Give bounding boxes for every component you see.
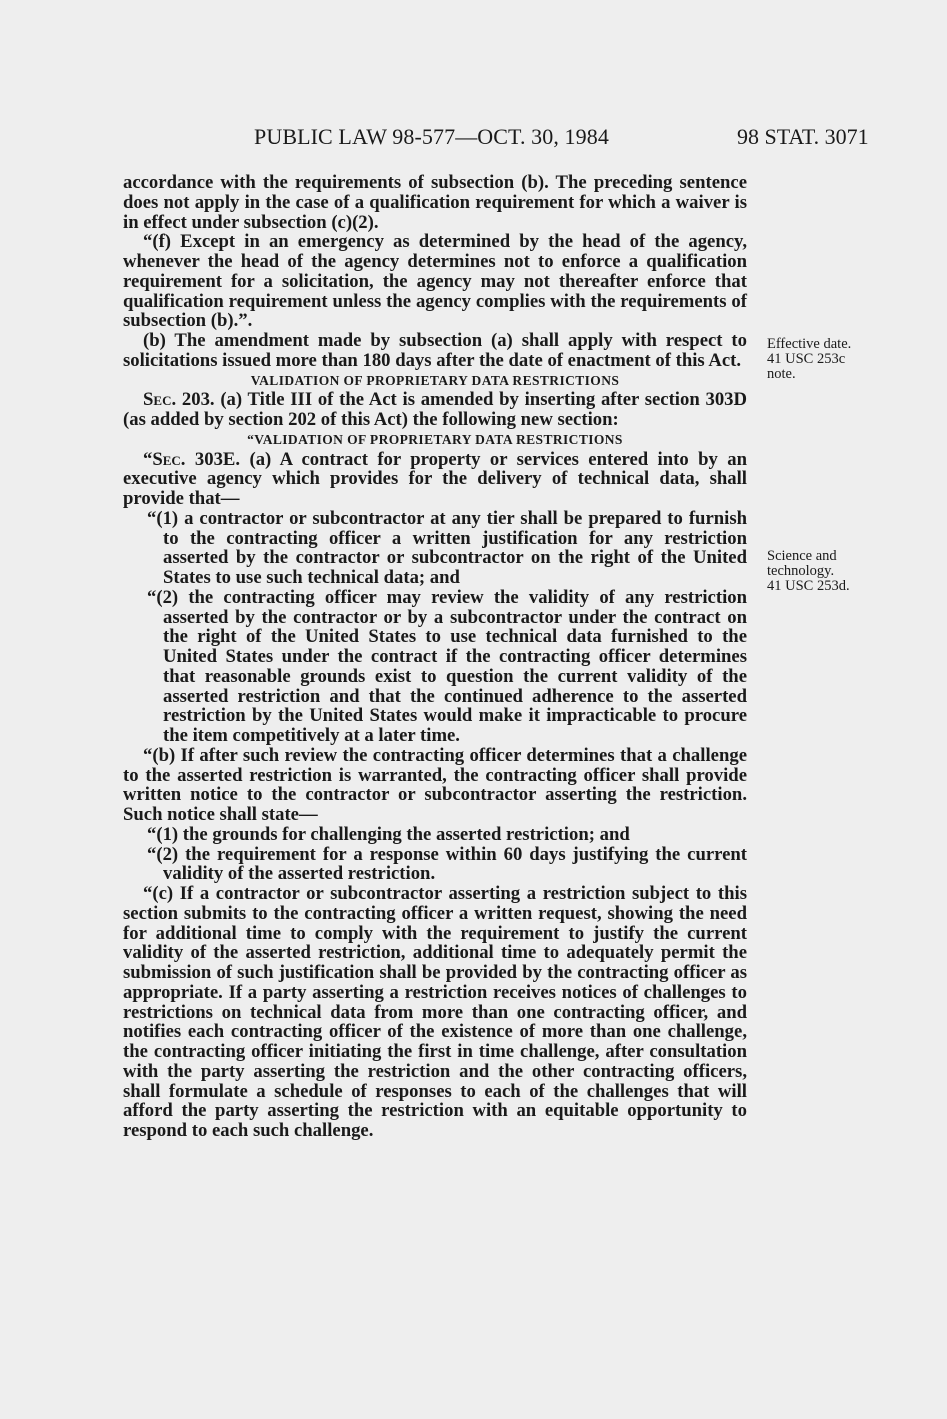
section-heading: VALIDATION OF PROPRIETARY DATA RESTRICTIONS bbox=[250, 372, 620, 388]
section-203 bbox=[123, 390, 747, 430]
notice-item-1: “(1) the grounds for challenging the asserted restriction; and bbox=[147, 823, 630, 845]
margin-note-line: 41 USC 253c bbox=[767, 351, 846, 367]
section-label: Sec. bbox=[143, 389, 177, 411]
notice-item-2: “(2) the requirement for a response within 60 days justifying the current validity of the asserted restriction. bbox=[147, 843, 747, 885]
body-text bbox=[123, 173, 747, 1141]
margin-note-line: Effective date. bbox=[767, 336, 852, 352]
subsection-b: “(b) If after such review the contracting officer determines that a challenge to the asserted restriction is warranted, the contracting officer shall provide written notice to the contractor or subcontractor asserting the restriction. Such notice shall state— bbox=[123, 744, 747, 825]
margin-note-effective-date bbox=[767, 337, 897, 382]
clause-1: “(1) a contractor or subcontractor at any tier shall be prepared to furnish to the contracting officer a written justification for any restriction asserted by the contractor or subcontractor on the right of the United States to use such technical data; and bbox=[147, 507, 747, 588]
section-303e-a bbox=[123, 450, 747, 509]
statute-page-number: 98 STAT. 3071 bbox=[737, 124, 869, 149]
inserted-section-heading: “VALIDATION OF PROPRIETARY DATA RESTRICTIONS bbox=[247, 431, 623, 447]
margin-note-line: technology. bbox=[767, 563, 835, 579]
section-text: 203. (a) Title III of the Act is amended by inserting after section 303D (as added by section 202 of this Act) the following new section: bbox=[123, 389, 747, 430]
margin-note-science-technology bbox=[767, 549, 897, 594]
margin-note-line: note. bbox=[767, 366, 796, 382]
paragraph-b-amendment: (b) The amendment made by subsection (a) shall apply with respect to solicitations issued more than 180 days after the date of enactment of this Act. bbox=[123, 330, 747, 371]
clause-2: “(2) the contracting officer may review the validity of any restriction asserted by the contractor or by a subcontractor under the contract on the right of the United States to use technical data furnished to the United States under the contract if the contracting officer determines that reasonable grounds exist to question the current validity of the asserted restriction and that the continued adherence to the asserted restriction by the United States would make it impracticable to procure the item competitively at a later time. bbox=[147, 586, 747, 746]
section-label: “Sec. bbox=[143, 448, 186, 470]
paragraph-continuation: accordance with the requirements of subsection (b). The preceding sentence does not apply in the case of a qualification requirement for which a waiver is in effect under subsection (c)(2). bbox=[123, 172, 747, 233]
running-header-title: PUBLIC LAW 98-577—OCT. 30, 1984 bbox=[254, 124, 609, 149]
subsection-c: “(c) If a contractor or subcontractor asserting a restriction subject to this section submits to the contracting officer a written request, showing the need for additional time to comply with the requirement to justify the current validity of the asserted restriction, additional time to adequately permit the submission of such justification shall be provided by the contracting officer as appropriate. If a party asserting a restriction receives notices of challenges to restrictions on technical data from more than one contracting officer, and notifies each contracting officer of the existence of more than one challenge, the contracting officer initiating the first in time challenge, after consultation with the party asserting the restriction and the other contracting officers, shall formulate a schedule of responses to each of the challenges that will afford the party asserting the restriction with an equitable opportunity to respond to each such challenge. bbox=[123, 883, 747, 1141]
paragraph-f: “(f) Except in an emergency as determined by the head of the agency, whenever the head of the agency determines not to enforce a qualification requirement for a solicitation, the agency may not thereafter enforce that qualification requirement unless the agency complies with the requirements of subsection (b).”. bbox=[123, 231, 747, 332]
margin-note-line: Science and bbox=[767, 548, 837, 564]
section-text: 303E. (a) A contract for property or services entered into by an executive agency which provides for the delivery of technical data, shall provide that— bbox=[123, 448, 748, 509]
margin-note-line: 41 USC 253d. bbox=[767, 578, 850, 594]
